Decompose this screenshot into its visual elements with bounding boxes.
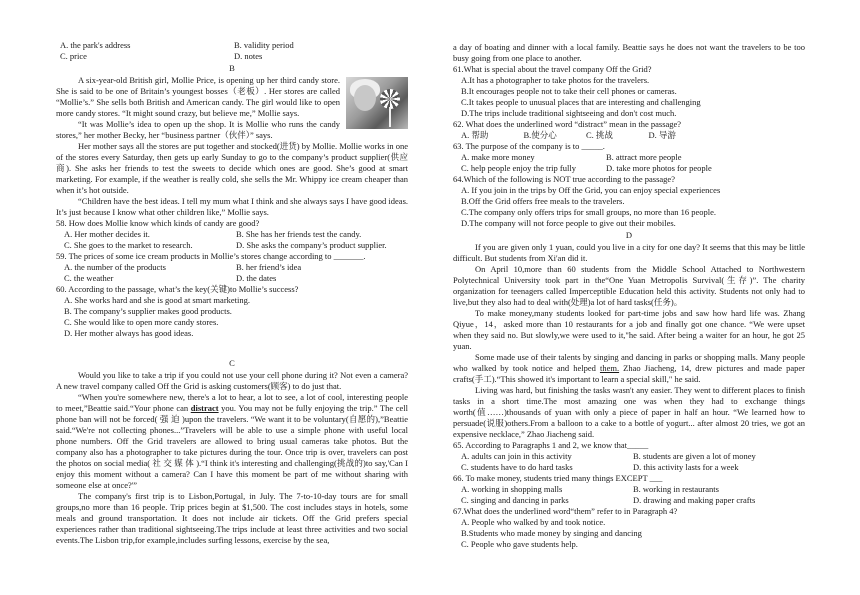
passage-b-paragraph-2: “It was Mollie’s idea to open up the shop. It is Mollie who runs the candy stores,” her mother Becky, her “business partner（伙伴）” says. xyxy=(56,119,340,140)
underlined-word-them: them. xyxy=(599,363,620,373)
question-66: 66. To make money, students tried many things EXCEPT ___ xyxy=(453,473,663,483)
question-66-options xyxy=(453,495,805,506)
passage-d-paragraph-1: If you are given only 1 yuan, could you live in a city for one day? It seems that this may be little difficult. But students from Xi'an did it. xyxy=(453,242,805,263)
option: D. take more photos for people xyxy=(606,163,712,173)
question-67: 67.What does the underlined word“them” refer to in Paragraph 4? xyxy=(453,506,678,516)
option: C. 挑战 xyxy=(586,130,613,140)
question-63-options xyxy=(453,163,751,174)
passage-b-paragraph-4: “Children have the best ideas. I tell my mum what I think and she always says I have good ideas. It’s just because I know what other children like,” Mollie says. xyxy=(56,196,408,217)
option: B. working in restaurants xyxy=(633,484,719,494)
option: A. If you join in the trips by Off the Grid, you can enjoy special experiences xyxy=(461,185,721,195)
option: C. the weather xyxy=(64,273,114,283)
passage-c-paragraph-1: Would you like to take a trip if you could not use your cell phone during it? Not even a camera? A new travel company called Off the Grid is asking customers(顾客) to do just that. xyxy=(56,370,408,391)
option: B. She has her friends test the candy. xyxy=(236,229,362,239)
option: D. the dates xyxy=(236,273,277,283)
question-65-options xyxy=(453,462,805,473)
option: D. notes xyxy=(234,51,263,61)
lollipop-icon xyxy=(380,89,400,109)
option: A. She works hard and she is good at smart marketing. xyxy=(64,295,251,305)
passage-b-paragraph-3: Her mother says all the stores are put together and stocked(进货) by Mollie. Mollie works in one of the stores every Saturday, then gets up early Sunday to go to the company’s product supplier(供应商). She asks her friends to test the sweets to decide which ones are good. She’s good at smart marketing. For example, if the weather is really cold, she sells the Mr. Whippy ice cream cheaper than when it’s hot outside. xyxy=(56,141,408,195)
text-run: Zhao Jiacheng, 14, drew pictures and made paper crafts(手工).“This showed it's important to learn a special skill," he said. xyxy=(453,363,805,384)
option: B. attract more people xyxy=(606,152,682,162)
option: D. drawing and making paper crafts xyxy=(633,495,756,505)
option: B.Students who made money by singing and dancing xyxy=(461,528,642,538)
option: A. 帮助 xyxy=(461,130,489,140)
option: B.Off the Grid offers free meals to the travelers. xyxy=(461,196,625,206)
option: D.The trips include traditional sightseeing and don't cost much. xyxy=(461,108,677,118)
option: B.使分心 xyxy=(523,130,557,140)
passage-d-paragraph-5: Living was hard, but finishing the tasks wasn't any easier. They went to different places to finish tasks in a short time.The most amazing one was when they had to exchange things worth(值……)thousands of yuan with only a piece of paper in half an hour. “We learned how to persuade(说服)others.From a balloon to a cake to a bottle of yogurt... after almost 20 tries, we got an expensive necklace,” Zhao Jiacheng said. xyxy=(453,385,805,439)
option: C. students have to do hard tasks xyxy=(461,462,573,472)
option: A. Her mother decides it. xyxy=(64,229,150,239)
question-61: 61.What is special about the travel company Off the Grid? xyxy=(453,64,652,74)
question-65: 65. According to Paragraphs 1 and 2, we know that_____ xyxy=(453,440,649,450)
passage-b-paragraph-1: A six-year-old British girl, Mollie Price, is opening up her third candy store. She is said to be one of Britain’s youngest bosses（老板）. Her stores are called “Mollie’s.” She sells both British and American candy. The girl would like to open more candy stores. “It might sound crazy, but believe me,” Mollie says. xyxy=(56,75,340,118)
lollipop-stick xyxy=(389,107,391,127)
option: A. working in shopping malls xyxy=(461,484,563,494)
question-58-options xyxy=(56,240,408,251)
passage-d-paragraph-4 xyxy=(453,352,805,385)
section-heading-d: D xyxy=(625,230,633,240)
option: B. The company’s supplier makes good products. xyxy=(64,306,232,316)
option: D. 导游 xyxy=(648,130,676,140)
option: B. validity period xyxy=(234,40,294,50)
question-58-options xyxy=(56,229,408,240)
passage-d-paragraph-2: On April 10,more than 60 students from the Middle School Attached to Northwestern Polytechnical University took part in the“One Yuan Metropolis Survival(生存)”. The charity organization for teenagers called Imperceptible Education held this activity. Students not only had to live,but they also had to deal with(处理)a lot of hard tasks(任务)。 xyxy=(453,264,805,307)
question-62: 62. What does the underlined word “distract” mean in the passage? xyxy=(453,119,682,129)
option: D. this activity lasts for a week xyxy=(633,462,739,472)
option: C.It takes people to unusual places that are interesting and challenging xyxy=(461,97,701,107)
question-59-options xyxy=(56,273,408,284)
option: A. adults can join in this activity xyxy=(461,451,572,461)
option: C. She goes to the market to research. xyxy=(64,240,193,250)
option: A.It has a photographer to take photos for the travelers. xyxy=(461,75,650,85)
prev-options-row xyxy=(56,40,408,51)
question-63-options xyxy=(453,152,751,163)
option: A. the number of the products xyxy=(64,262,166,272)
option: C.The company only offers trips for small groups, no more than 16 people. xyxy=(461,207,717,217)
option: B.It encourages people not to take their cell phones or cameras. xyxy=(461,86,677,96)
option: C. People who gave students help. xyxy=(461,539,578,549)
spacer xyxy=(56,339,408,357)
option: C. singing and dancing in parks xyxy=(461,495,569,505)
passage-c-continued: a day of boating and dinner with a local family. Beattie says he does not want the travelers to be too busy going from one place to another. xyxy=(453,42,805,63)
question-59-options xyxy=(56,262,408,273)
option: C. She would like to open more candy stores. xyxy=(64,317,219,327)
option: A. the park's address xyxy=(60,40,131,50)
option: A. make more money xyxy=(461,152,535,162)
photo-face xyxy=(354,85,376,111)
question-62-options xyxy=(453,130,711,141)
passage-c-paragraph-3: The company's first trip is to Lisbon,Portugal, in July. The 7-to-10-day tours are for small groups,no more than 16 people. Trip prices begin at $1,500. The cost includes stays in hotels, some meals and ground transportation. It does not include air tickets. Off the Grid prefers special experiences rather than traditional sightseeing.The trips include at least three activities and two social events.The Lisbon trip,for example,includes surfing lessons, exercise by the sea, xyxy=(56,491,408,545)
option: B. her friend’s idea xyxy=(236,262,302,272)
section-heading-c: C xyxy=(229,358,235,368)
question-58: 58. How does Mollie know which kinds of candy are good? xyxy=(56,218,260,228)
question-66-options xyxy=(453,484,805,495)
question-59: 59. The prices of some ice cream products in Mollie’s stores change according to _______. xyxy=(56,251,366,261)
option: D. Her mother always has good ideas. xyxy=(64,328,194,338)
passage-d-paragraph-3: To make money,many students looked for part-time jobs and saw how hard life was. Zhang Qiyue，14，asked more than 10 restaurants for a job and finally got one chance. “We were upset when they said no. But slowly,we were used to it,"he said. After being a waiter for an hour, he got 25 yuan. xyxy=(453,308,805,351)
question-64: 64.Which of the following is NOT true according to the passage? xyxy=(453,174,675,184)
underlined-word-distract: distract xyxy=(190,403,219,413)
right-column xyxy=(453,42,805,550)
option: C. price xyxy=(60,51,87,61)
question-65-options xyxy=(453,451,805,462)
text-run: “When you're somewhere new, there's a lot to hear, a lot to see, a lot of cool, interesting people to meet,”Beattie said.“Your phone can xyxy=(56,392,408,413)
section-heading-b: B xyxy=(229,63,235,73)
option: D. She asks the company’s product supplier. xyxy=(236,240,387,250)
option: C. help people enjoy the trip fully xyxy=(461,163,576,173)
option: B. students are given a lot of money xyxy=(633,451,756,461)
text-run: Some made use of their talents by singing and dancing in parks or shopping malls. Many people who walked by took notice and helped xyxy=(453,352,805,373)
option: D.The company will not force people to give out their mobiles. xyxy=(461,218,676,228)
girl-with-lollipop-photo xyxy=(346,77,408,129)
text-run: you. You may not be fully enjoying the trip.” The cell phone ban will not be forced( 强 迫 )upon the travelers. “We want it to be voluntary(自愿的),”Beattie said.“We're not collecting phones...”Travelers will be able to use a simple phone with useful local phone numbers. Off the Grid travelers are allowed to bring usual cameras take photos. But the company also has a photographer to take pictures during the tour. Once trip is over, travelers can post the photos on social media( 社 交 媒 体 ).“I think it's interesting and challenging(挑战的)to say,'Can I enjoy this moment without a camera? Can I have this moment be part of me without sharing with someone else at once?'” xyxy=(56,403,408,490)
left-column xyxy=(56,40,408,546)
question-63: 63. The purpose of the company is to _____. xyxy=(453,141,605,151)
option: A. People who walked by and took notice. xyxy=(461,517,606,527)
prev-options-row xyxy=(56,51,408,62)
question-60: 60. According to the passage, what’s the key(关键)to Mollie’s success? xyxy=(56,284,299,294)
passage-c-paragraph-2 xyxy=(56,392,408,491)
